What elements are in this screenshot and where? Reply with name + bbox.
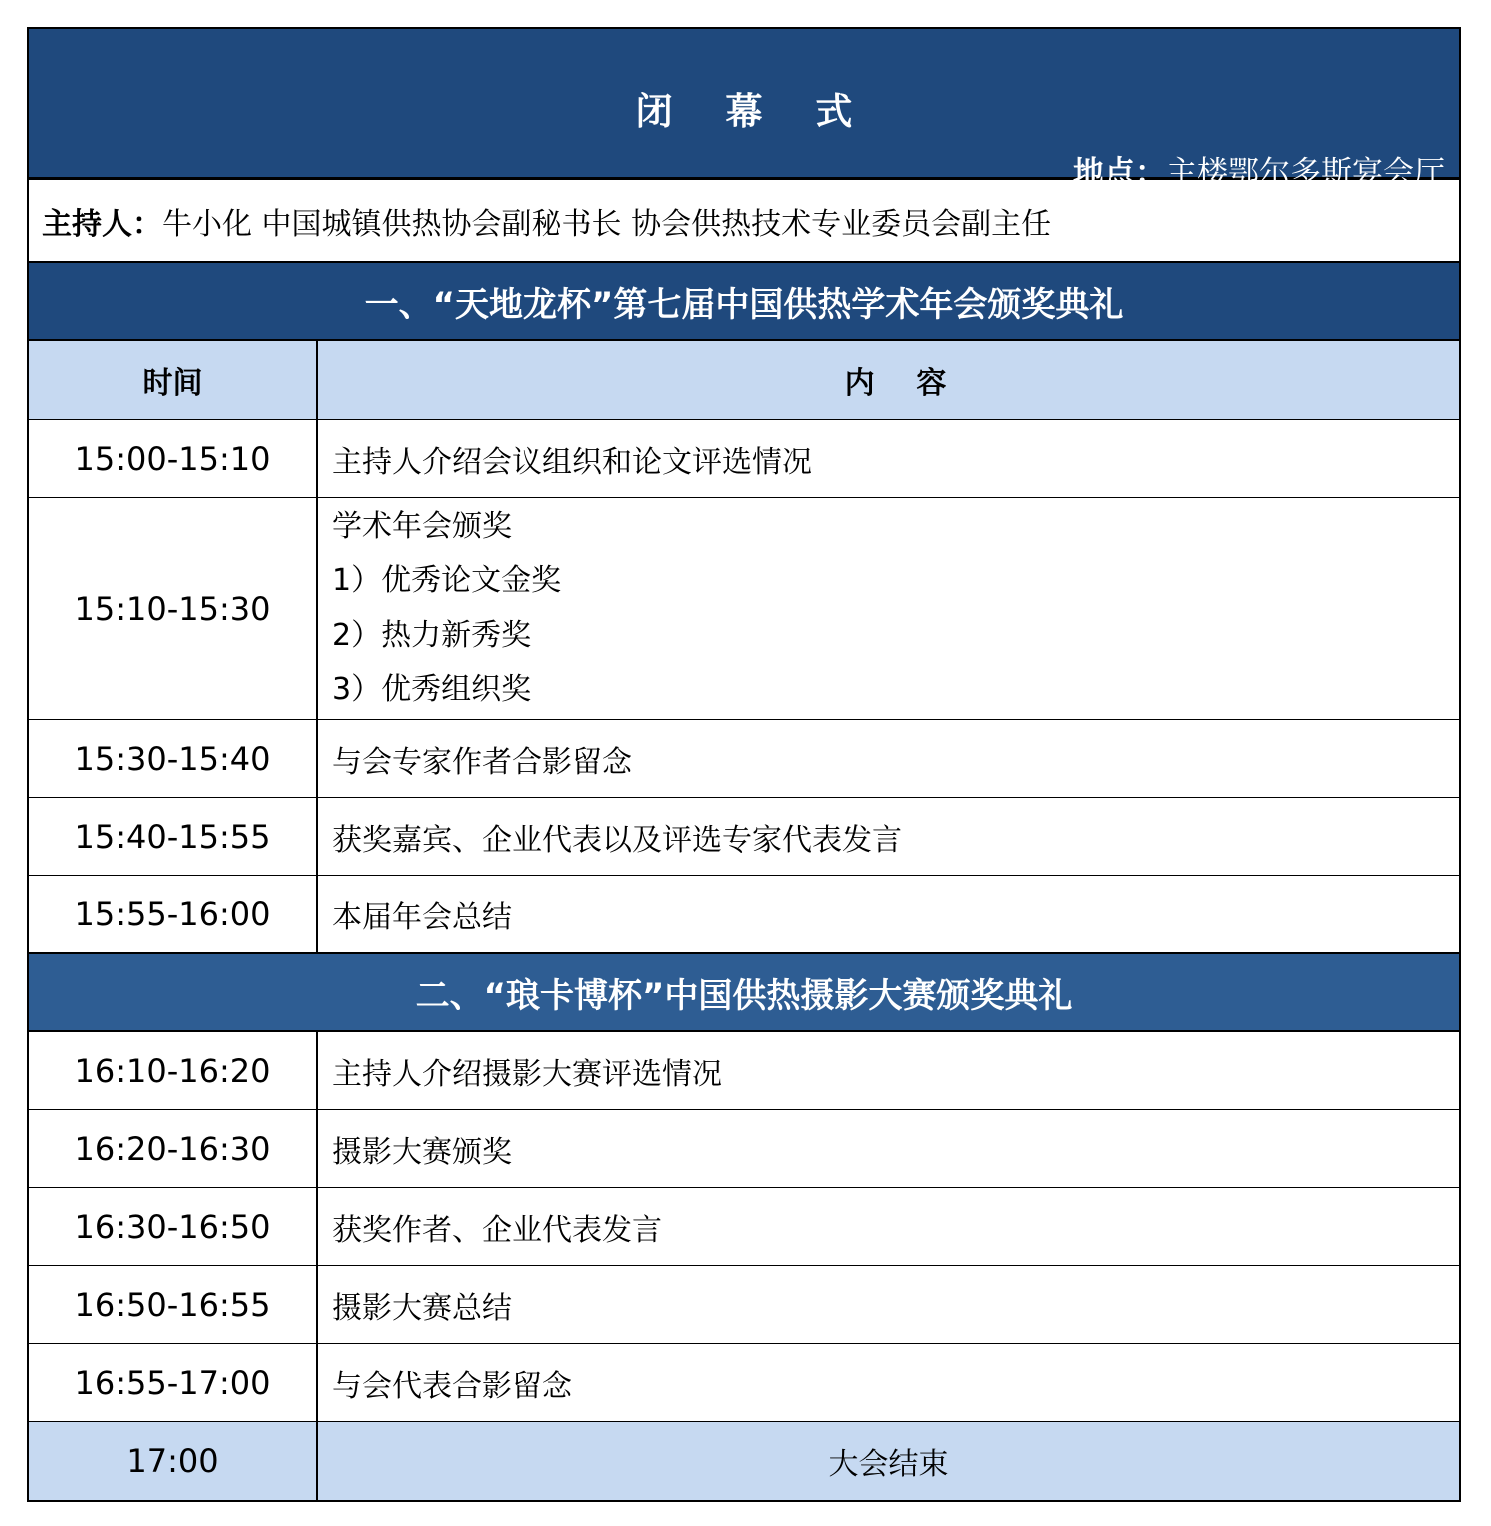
row-time: 16:20-16:30 — [29, 1110, 318, 1187]
section-1-heading — [27, 263, 1461, 341]
table-row — [27, 420, 1461, 498]
section-1-title: 一、“天地龙杯”第七届中国供热学术年会颁奖典礼 — [364, 284, 1124, 325]
section-2-title: 二、“琅卡博杯”中国供热摄影大赛颁奖典礼 — [415, 975, 1073, 1016]
row-time: 16:50-16:55 — [29, 1266, 318, 1343]
closing-time: 17:00 — [29, 1422, 318, 1500]
venue-value: 主楼鄂尔多斯宴会厅 — [1166, 155, 1445, 191]
table-row — [27, 1032, 1461, 1110]
row-content: 与会代表合影留念 — [332, 1368, 572, 1404]
row-content-line: 3）优秀组织奖 — [332, 672, 532, 707]
table-row — [27, 498, 1461, 720]
row-content: 摄影大赛总结 — [332, 1290, 512, 1326]
table-row — [27, 798, 1461, 876]
row-content-line: 1）优秀论文金奖 — [332, 563, 562, 598]
host-label: 主持人： — [42, 206, 162, 242]
header-content: 内 容 — [844, 366, 947, 401]
row-time: 16:30-16:50 — [29, 1188, 318, 1265]
row-time: 15:00-15:10 — [29, 420, 318, 497]
venue-label: 地点： — [1073, 155, 1166, 191]
venue — [1073, 147, 1445, 192]
row-time: 15:40-15:55 — [29, 798, 318, 875]
header-time: 时间 — [29, 341, 318, 419]
row-time: 16:10-16:20 — [29, 1032, 318, 1109]
row-content: 本届年会总结 — [332, 900, 512, 935]
section-2-heading — [27, 954, 1461, 1032]
closing-row — [27, 1422, 1461, 1502]
row-content — [318, 498, 1459, 719]
row-content-line: 2）热力新秀奖 — [332, 617, 532, 653]
row-time: 15:30-15:40 — [29, 720, 318, 797]
table-row — [27, 1344, 1461, 1422]
row-content: 获奖嘉宾、企业代表以及评选专家代表发言 — [332, 822, 902, 858]
row-content: 获奖作者、企业代表发言 — [332, 1212, 662, 1248]
closing-content: 大会结束 — [828, 1447, 949, 1482]
table-row — [27, 1110, 1461, 1188]
row-time: 15:55-16:00 — [29, 876, 318, 952]
closing-ceremony-schedule — [27, 27, 1461, 1502]
table-row — [27, 1266, 1461, 1344]
title-block — [27, 27, 1461, 191]
row-content: 主持人介绍会议组织和论文评选情况 — [332, 444, 812, 480]
host-value: 牛小化 中国城镇供热协会副秘书长 协会供热技术专业委员会副主任 — [162, 206, 1052, 242]
host-row — [27, 180, 1461, 263]
row-time: 15:10-15:30 — [29, 498, 318, 719]
table-row — [27, 1188, 1461, 1266]
table-row — [27, 876, 1461, 954]
row-content: 摄影大赛颁奖 — [332, 1134, 512, 1170]
row-content-line: 学术年会颁奖 — [332, 508, 512, 544]
table-header — [27, 341, 1461, 420]
row-time: 16:55-17:00 — [29, 1344, 318, 1421]
row-content: 主持人介绍摄影大赛评选情况 — [332, 1056, 722, 1092]
table-row — [27, 720, 1461, 798]
row-content: 与会专家作者合影留念 — [332, 744, 632, 780]
page-title: 闭 幕 式 — [635, 90, 873, 133]
